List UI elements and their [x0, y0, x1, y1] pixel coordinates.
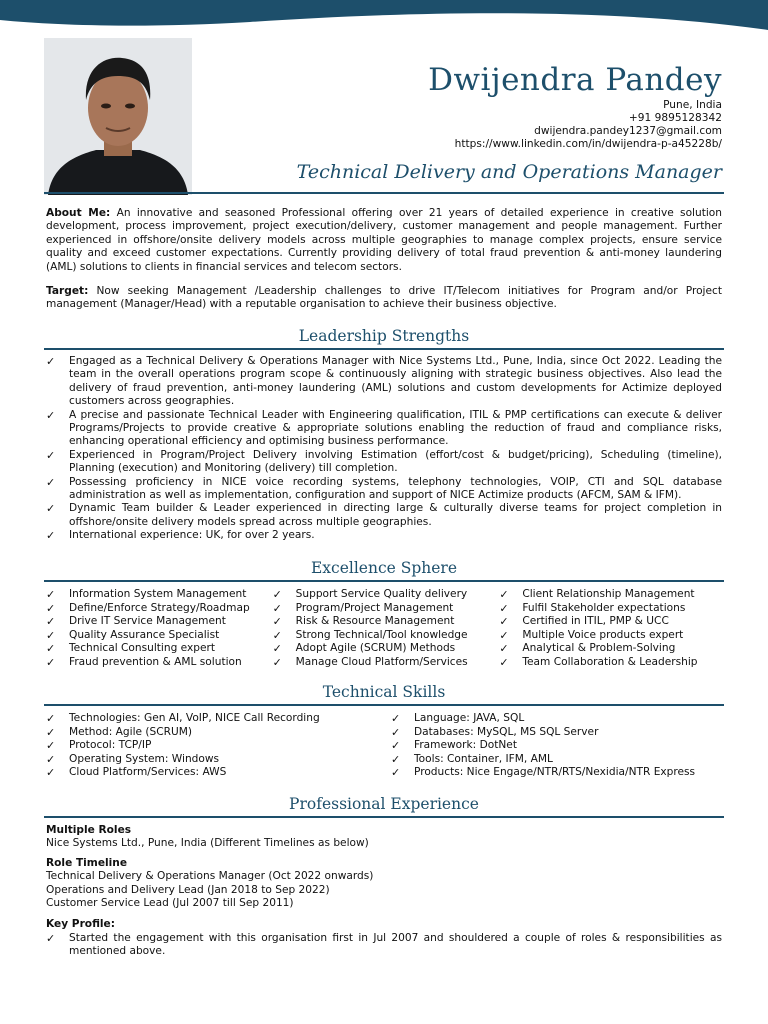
check-icon: ✓ — [46, 752, 56, 766]
list-item: ✓ Program/Project Management — [272, 601, 454, 615]
contact-block — [455, 99, 722, 151]
target-label: Target: — [46, 285, 89, 297]
check-icon: ✓ — [272, 628, 282, 642]
job-title: Technical Delivery and Operations Manager — [296, 161, 722, 183]
list-item: ✓ Multiple Voice products expert — [499, 628, 684, 642]
header-band — [0, 0, 768, 38]
excellence-col-2 — [273, 588, 500, 670]
list-item: ✓ Started the engagement with this organisation first in Jul 2007 and shouldered a couple of roles & responsibilities as mentioned above. — [46, 932, 722, 958]
check-icon: ✓ — [46, 725, 56, 739]
skills-divider — [44, 704, 724, 706]
check-icon: ✓ — [272, 588, 282, 601]
about-me-paragraph — [46, 207, 722, 274]
excellence-col-3 — [499, 588, 726, 670]
leadership-divider — [44, 348, 724, 350]
check-icon: ✓ — [46, 628, 56, 642]
experience-divider — [44, 816, 724, 818]
check-icon: ✓ — [46, 642, 56, 656]
check-icon: ✓ — [46, 932, 56, 945]
timeline-item: Technical Delivery & Operations Manager (Oct 2022 onwards) — [46, 870, 374, 883]
check-icon: ✓ — [46, 712, 56, 725]
list-item: ✓ Manage Cloud Platform/Services — [272, 655, 468, 669]
check-icon: ✓ — [46, 529, 56, 543]
key-profile-list — [46, 932, 722, 959]
list-item: ✓ Engaged as a Technical Delivery & Operations Manager with Nice Systems Ltd., Pune, India, since Oct 2022. Leading the team in the overall operations program scope & continuously aligning with strategic business objectives. Also lead the delivery of fraud prevention, anti-money laundering (AML) solutions and custom developments for Actimize deployed customers across geographies. — [46, 355, 722, 408]
check-icon: ✓ — [46, 615, 56, 629]
check-icon: ✓ — [46, 502, 56, 516]
check-icon: ✓ — [46, 475, 56, 489]
candidate-name: Dwijendra Pandey — [428, 62, 722, 98]
list-item: ✓ Method: Agile (SCRUM) — [46, 725, 193, 739]
check-icon: ✓ — [272, 615, 282, 629]
check-icon: ✓ — [499, 628, 509, 642]
list-item: ✓ Drive IT Service Management — [46, 615, 226, 629]
list-item: ✓ Dynamic Team builder & Leader experienced in directing large & culturally diverse teams for project completion in offshore/onsite delivery models spread across multiple geographies. — [46, 502, 722, 528]
key-profile-heading: Key Profile: — [46, 918, 115, 930]
check-icon: ✓ — [46, 739, 56, 753]
list-item: ✓ Client Relationship Management — [499, 588, 695, 601]
location-text: Pune, India — [663, 99, 722, 111]
list-item: ✓ Certified in ITIL, PMP & UCC — [499, 615, 669, 629]
check-icon: ✓ — [499, 601, 509, 615]
experience-timeline — [46, 857, 722, 911]
target-text: Now seeking Management /Leadership challenges to drive IT/Telecom initiatives for Program and/or Project management (Manager/Head) with a reputable organisation to achieve their business objective. — [46, 285, 722, 311]
excellence-col-1 — [46, 588, 273, 670]
timeline-item: Customer Service Lead (Jul 2007 till Sep 2011) — [46, 897, 294, 910]
section-title-excellence: Excellence Sphere — [310, 559, 458, 577]
list-item: ✓ Support Service Quality delivery — [272, 588, 468, 601]
check-icon: ✓ — [391, 739, 401, 753]
list-item: ✓ Tools: Container, IFM, AML — [391, 752, 553, 766]
check-icon: ✓ — [499, 588, 509, 601]
list-item: ✓ Quality Assurance Specialist — [46, 628, 220, 642]
list-item: ✓ Operating System: Windows — [46, 752, 220, 766]
skills-col-2 — [391, 712, 726, 780]
check-icon: ✓ — [46, 408, 56, 422]
list-item: ✓ Fraud prevention & AML solution — [46, 655, 242, 669]
linkedin-link[interactable]: https://www.linkedin.com/in/dwijendra-p-a45228b/ — [454, 138, 722, 150]
excellence-divider — [44, 580, 724, 582]
roles-heading: Multiple Roles — [46, 824, 132, 836]
check-icon: ✓ — [46, 588, 56, 601]
phone-text: +91 9895128342 — [628, 112, 722, 124]
check-icon: ✓ — [499, 655, 509, 669]
check-icon: ✓ — [46, 601, 56, 615]
list-item: ✓ Language: JAVA, SQL — [391, 712, 525, 725]
roles-text: Nice Systems Ltd., Pune, India (Different Timelines as below) — [46, 837, 369, 850]
list-item: ✓ Databases: MySQL, MS SQL Server — [391, 725, 599, 739]
list-item: ✓ Protocol: TCP/IP — [46, 739, 152, 753]
list-item: ✓ Risk & Resource Management — [272, 615, 455, 629]
list-item: ✓ Fulfil Stakeholder expectations — [499, 601, 686, 615]
list-item: ✓ Information System Management — [46, 588, 247, 601]
check-icon: ✓ — [46, 355, 56, 368]
profile-photo — [44, 38, 192, 195]
check-icon: ✓ — [499, 615, 509, 629]
check-icon: ✓ — [391, 725, 401, 739]
list-item: ✓ Framework: DotNet — [391, 739, 517, 753]
check-icon: ✓ — [391, 766, 401, 780]
check-icon: ✓ — [46, 655, 56, 669]
list-item: ✓ Analytical & Problem-Solving — [499, 642, 676, 656]
list-item: ✓ International experience: UK, for over 2 years. — [46, 529, 315, 543]
check-icon: ✓ — [272, 642, 282, 656]
list-item: ✓ Technologies: Gen AI, VoIP, NICE Call Recording — [46, 712, 320, 725]
check-icon: ✓ — [391, 712, 401, 725]
leadership-list — [46, 355, 722, 543]
list-item: ✓ Team Collaboration & Leadership — [499, 655, 698, 669]
list-item: ✓ Define/Enforce Strategy/Roadmap — [46, 601, 250, 615]
section-title-skills: Technical Skills — [322, 683, 446, 701]
list-item: ✓ Possessing proficiency in NICE voice recording systems, telephony technologies, VOIP, CTI and SQL database administration as well as implementation, configuration and support of NICE Actimize products (AFCM, SAM & IFM). — [46, 475, 722, 502]
section-title-leadership: Leadership Strengths — [298, 327, 470, 345]
section-title-experience: Professional Experience — [289, 795, 479, 813]
list-item: ✓ A precise and passionate Technical Leader with Engineering qualification, ITIL & PMP certifications can execute & deliver Programs/Projects to provide creative & appropriate solutions enabling the reduction of fraud and compliance risks, enhancing operational efficiency and optimising business performance. — [46, 408, 722, 448]
email-link[interactable]: dwijendra.pandey1237@gmail.com — [534, 125, 722, 137]
check-icon: ✓ — [499, 642, 509, 656]
skills-grid — [46, 712, 726, 780]
about-me-label: About Me: — [46, 207, 111, 219]
target-paragraph — [46, 285, 722, 312]
check-icon: ✓ — [391, 752, 401, 766]
check-icon: ✓ — [272, 601, 282, 615]
header-divider — [44, 192, 724, 194]
experience-roles — [46, 824, 722, 851]
excellence-grid — [46, 588, 726, 670]
timeline-heading: Role Timeline — [46, 857, 128, 869]
list-item: ✓ Adopt Agile (SCRUM) Methods — [272, 642, 456, 656]
skills-col-1 — [46, 712, 391, 780]
list-item: ✓ Strong Technical/Tool knowledge — [272, 628, 468, 642]
timeline-item: Operations and Delivery Lead (Jan 2018 to Sep 2022) — [46, 883, 330, 896]
check-icon: ✓ — [46, 766, 56, 780]
check-icon: ✓ — [272, 655, 282, 669]
list-item: ✓ Technical Consulting expert — [46, 642, 216, 656]
list-item: ✓ Experienced in Program/Project Delivery involving Estimation (effort/cost & budget/pricing), Scheduling (timeline), Planning (execution) and Monitoring (delivery) till completion. — [46, 448, 722, 475]
about-me-text: An innovative and seasoned Professional offering over 21 years of detailed experience in creative solution development, process improvement, project execution/delivery, customer management and people management. Further experienced in offshore/onsite delivery models across multiple geographies to manage complex projects, ensure service quality and exceed customer expectations. Currently providing delivery of total fraud prevention & anti-money laundering (AML) solutions to clients in financial services and telecom sectors. — [46, 207, 723, 273]
list-item: ✓ Products: Nice Engage/NTR/RTS/Nexidia/NTR Express — [391, 766, 696, 780]
check-icon: ✓ — [46, 448, 56, 462]
list-item: ✓ Cloud Platform/Services: AWS — [46, 766, 227, 780]
